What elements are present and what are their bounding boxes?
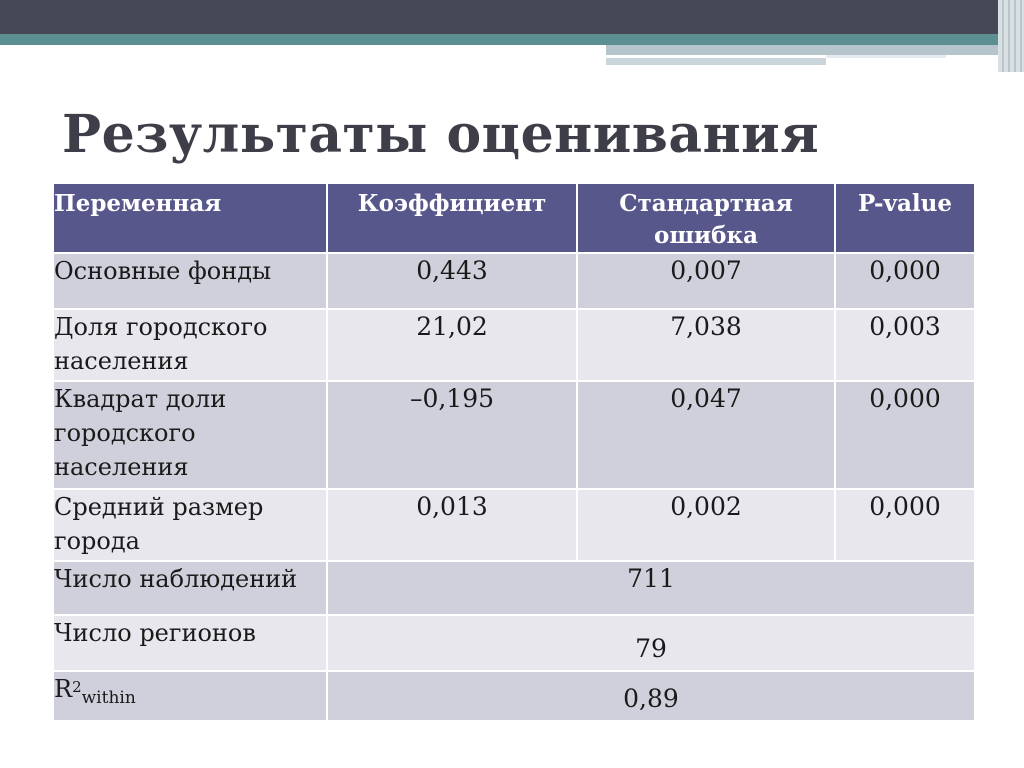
header-coefficient: Коэффициент <box>327 183 577 253</box>
row-variable: Средний размер города <box>53 489 327 561</box>
stat-value: 79 <box>327 615 975 671</box>
stat-label: Число наблюдений <box>53 561 327 615</box>
r2-subscript: within <box>81 688 136 708</box>
r2-superscript: 2 <box>72 678 82 696</box>
stats-row-regions <box>53 615 975 671</box>
table-row <box>53 381 975 489</box>
r2-main: R <box>54 675 73 703</box>
row-standard-error: 0,002 <box>577 489 835 561</box>
row-coefficient: –0,195 <box>327 381 577 489</box>
row-p-value: 0,003 <box>835 309 975 381</box>
row-variable: Основные фонды <box>53 253 327 309</box>
row-p-value: 0,000 <box>835 253 975 309</box>
slide-title: Результаты оценивания <box>62 104 820 165</box>
results-table <box>52 182 976 722</box>
stat-value: 711 <box>327 561 975 615</box>
row-p-value: 0,000 <box>835 381 975 489</box>
row-variable: Доля городского населения <box>53 309 327 381</box>
top-accent-bar-light-2 <box>606 58 826 65</box>
stat-value: 0,89 <box>327 671 975 721</box>
corner-stripe <box>1020 0 1022 72</box>
header-p-value: P-value <box>835 183 975 253</box>
header-standard-error: Стандартная ошибка <box>577 183 835 253</box>
top-accent-bar <box>0 34 1000 45</box>
stats-row-r2 <box>53 671 975 721</box>
corner-stripe <box>1014 0 1016 72</box>
row-coefficient: 0,013 <box>327 489 577 561</box>
row-standard-error: 7,038 <box>577 309 835 381</box>
row-coefficient: 0,443 <box>327 253 577 309</box>
table-row <box>53 489 975 561</box>
stat-label <box>53 671 327 721</box>
top-accent-line <box>826 55 946 58</box>
corner-stripe <box>1002 0 1004 72</box>
row-standard-error: 0,007 <box>577 253 835 309</box>
corner-stripe <box>1008 0 1010 72</box>
row-standard-error: 0,047 <box>577 381 835 489</box>
row-variable: Квадрат доли городского населения <box>53 381 327 489</box>
header-variable: Переменная <box>53 183 327 253</box>
table-row <box>53 253 975 309</box>
stats-row-observations <box>53 561 975 615</box>
stat-label: Число регионов <box>53 615 327 671</box>
table-row <box>53 309 975 381</box>
table-header-row <box>53 183 975 253</box>
row-p-value: 0,000 <box>835 489 975 561</box>
row-coefficient: 21,02 <box>327 309 577 381</box>
top-accent-bar-light <box>606 45 1000 55</box>
top-banner <box>0 0 1024 34</box>
